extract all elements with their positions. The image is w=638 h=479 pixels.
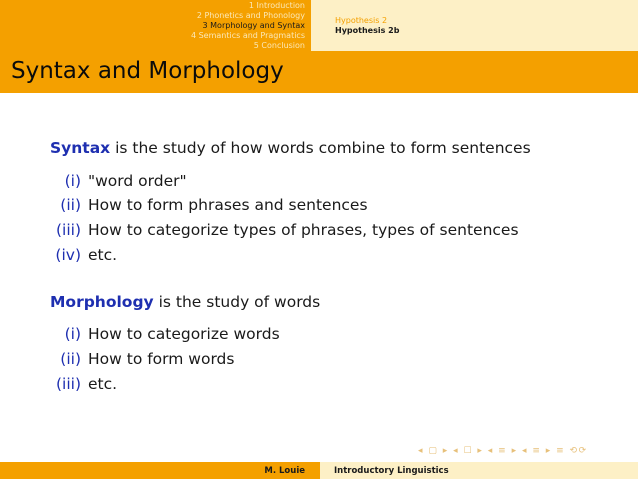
subsection-link-hypothesis-2b-current[interactable]: Hypothesis 2b: [335, 25, 400, 35]
morphology-item-text: How to categorize words: [88, 325, 280, 343]
morphology-item-text: etc.: [88, 375, 118, 393]
morphology-definition-text: is the study of words: [153, 293, 321, 311]
syntax-item-text: How to form phrases and sentences: [88, 196, 368, 214]
section-link-introduction[interactable]: 1 Introduction: [248, 0, 305, 10]
section-link-conclusion[interactable]: 5 Conclusion: [253, 40, 305, 50]
section-link-semantics[interactable]: 4 Semantics and Pragmatics: [190, 30, 305, 40]
syntax-term: Syntax: [50, 139, 111, 157]
syntax-item-label: (iii): [55, 221, 81, 239]
morphology-item-text: How to form words: [88, 350, 235, 368]
morphology-item-label: (i): [64, 325, 81, 343]
section-link-phonetics[interactable]: 2 Phonetics and Phonology: [196, 10, 305, 20]
morphology-item-label: (iii): [55, 375, 81, 393]
beamer-navigation-symbols[interactable]: ◂ ▢ ▸ ◂ ☐ ▸ ◂ ≡ ▸ ◂ ≡ ▸ ≡ ⟲⟳: [418, 446, 588, 456]
syntax-item-label: (ii): [60, 196, 81, 214]
footer-title: Introductory Linguistics: [320, 462, 638, 479]
frame-title: Syntax and Morphology: [11, 58, 284, 84]
subsection-link-hypothesis-2[interactable]: Hypothesis 2: [335, 15, 388, 25]
syntax-item-label: (iv): [55, 246, 81, 264]
morphology-term: Morphology: [50, 293, 154, 311]
morphology-definition: [50, 293, 320, 311]
syntax-definition: [50, 139, 531, 157]
syntax-definition-text: is the study of how words combine to form sentences: [110, 139, 531, 157]
footer-author: M. Louie: [0, 462, 320, 479]
syntax-item-text: How to categorize types of phrases, types of sentences: [88, 221, 519, 239]
syntax-item-text: etc.: [88, 246, 118, 264]
syntax-item-label: (i): [64, 172, 81, 190]
footline-bar: [0, 462, 638, 479]
morphology-item-label: (ii): [60, 350, 81, 368]
syntax-item-text: "word order": [88, 172, 187, 190]
section-link-morphology-current[interactable]: 3 Morphology and Syntax: [202, 20, 305, 30]
